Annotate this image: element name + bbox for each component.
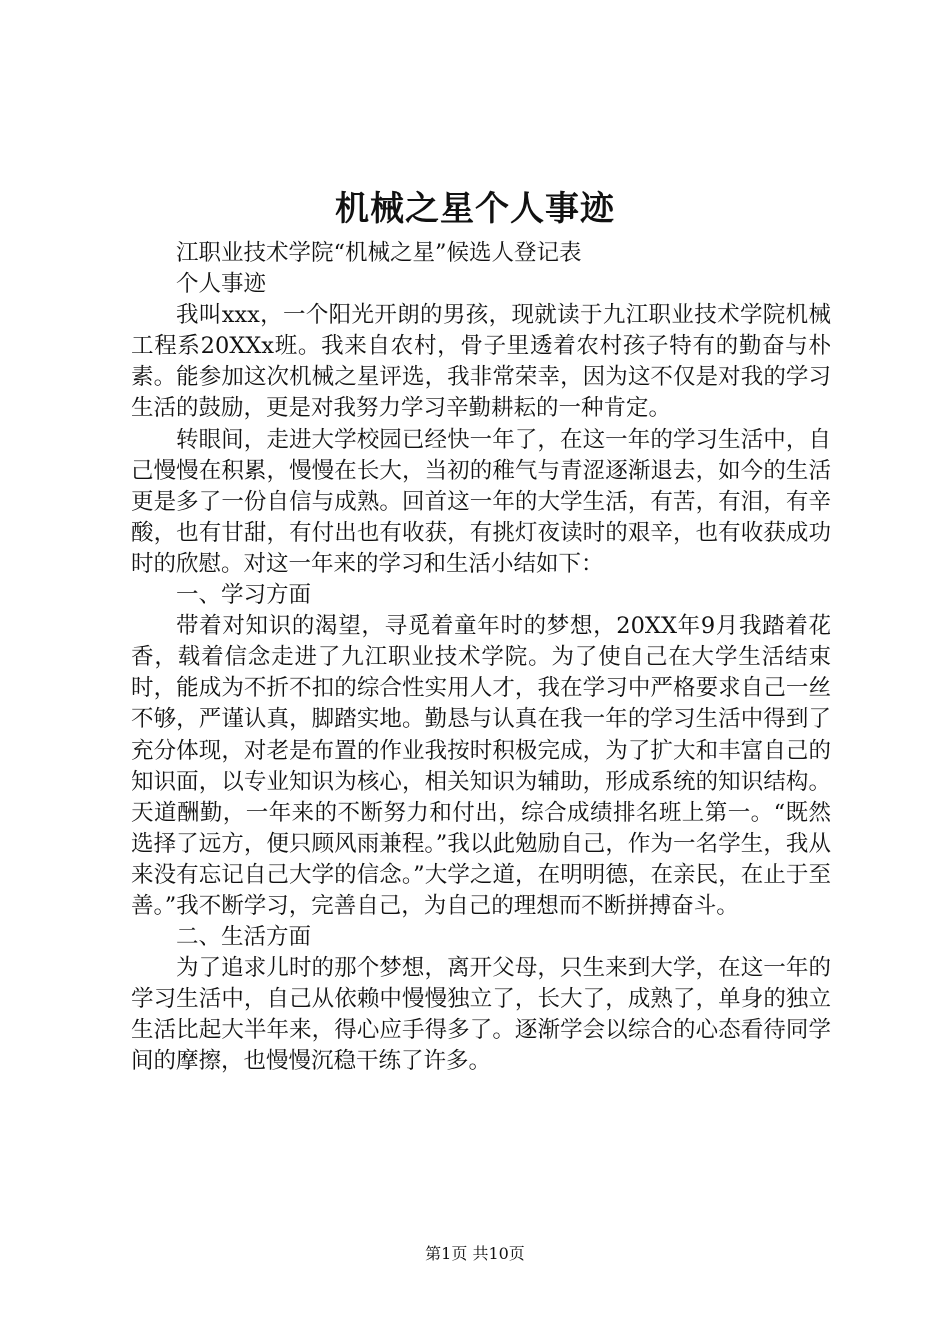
paragraph-year-review: 转眼间，走进大学校园已经快一年了，在这一年的学习生活中，自己慢慢在积累，慢慢在长大，当初的稚气与青涩逐渐退去，如今的生活更是多了一份自信与成熟。回首这一年的大学生活，有苦，有泪，有辛酸，也有甘甜，有付出也有收获，有挑灯夜读时的艰辛，也有收获成功时的欣慰。对这一年来的学习和生活小结如下： xyxy=(131,426,831,577)
paragraph-registration-form: 江职业技术学院“机械之星”候选人登记表 xyxy=(176,240,582,266)
paragraph-study-content: 带着对知识的渴望，寻觅着童年时的梦想，20XX年9月我踏着花香，载着信念走进了九江职业技术学院。为了使自己在大学生活结束时，能成为不折不扣的综合性实用人才，我在学习中严格要求自己一丝不够，严谨认真，脚踏实地。勤恳与认真在我一年的学习生活中得到了充分体现，对老是布置的作业我按时积极完成，为了扩大和丰富自己的知识面，以专业知识为核心，相关知识为辅助，形成系统的知识结构。天道酬勤，一年来的不断努力和付出，综合成绩排名班上第一。“既然选择了远方，便只顾风雨兼程。”我以此勉励自己，作为一名学生，我从来没有忘记自己大学的信念。”大学之道，在明明德，在亲民，在止于至善。”我不断学习，完善自己，为自己的理想而不断拼搏奋斗。 xyxy=(131,613,831,919)
document-body xyxy=(131,238,831,1078)
paragraph-introduction: 我叫xxx，一个阳光开朗的男孩，现就读于九江职业技术学院机械工程系20XXx班。我来自农村，骨子里透着农村孩子特有的勤奋与朴素。能参加这次机械之星评选，我非常荣幸，因为这不仅是对我的学习生活的鼓励，更是对我努力学习辛勤耕耘的一种肯定。 xyxy=(131,302,831,422)
document-title: 机械之星个人事迹 xyxy=(335,189,615,229)
page-number-footer: 第1页 共10页 xyxy=(425,1244,525,1263)
paragraph-study-heading: 一、学习方面 xyxy=(176,582,312,609)
paragraph-life-heading: 二、生活方面 xyxy=(176,924,312,951)
paragraph-life-content: 为了追求儿时的那个梦想，离开父母，只生来到大学，在这一年的学习生活中，自己从依赖中慢慢独立了，长大了，成熟了，单身的独立生活比起大半年来，得心应手得多了。逐渐学会以综合的心态看待同学间的摩擦，也慢慢沉稳干练了许多。 xyxy=(131,955,831,1075)
paragraph-section-heading: 个人事迹 xyxy=(176,271,267,298)
